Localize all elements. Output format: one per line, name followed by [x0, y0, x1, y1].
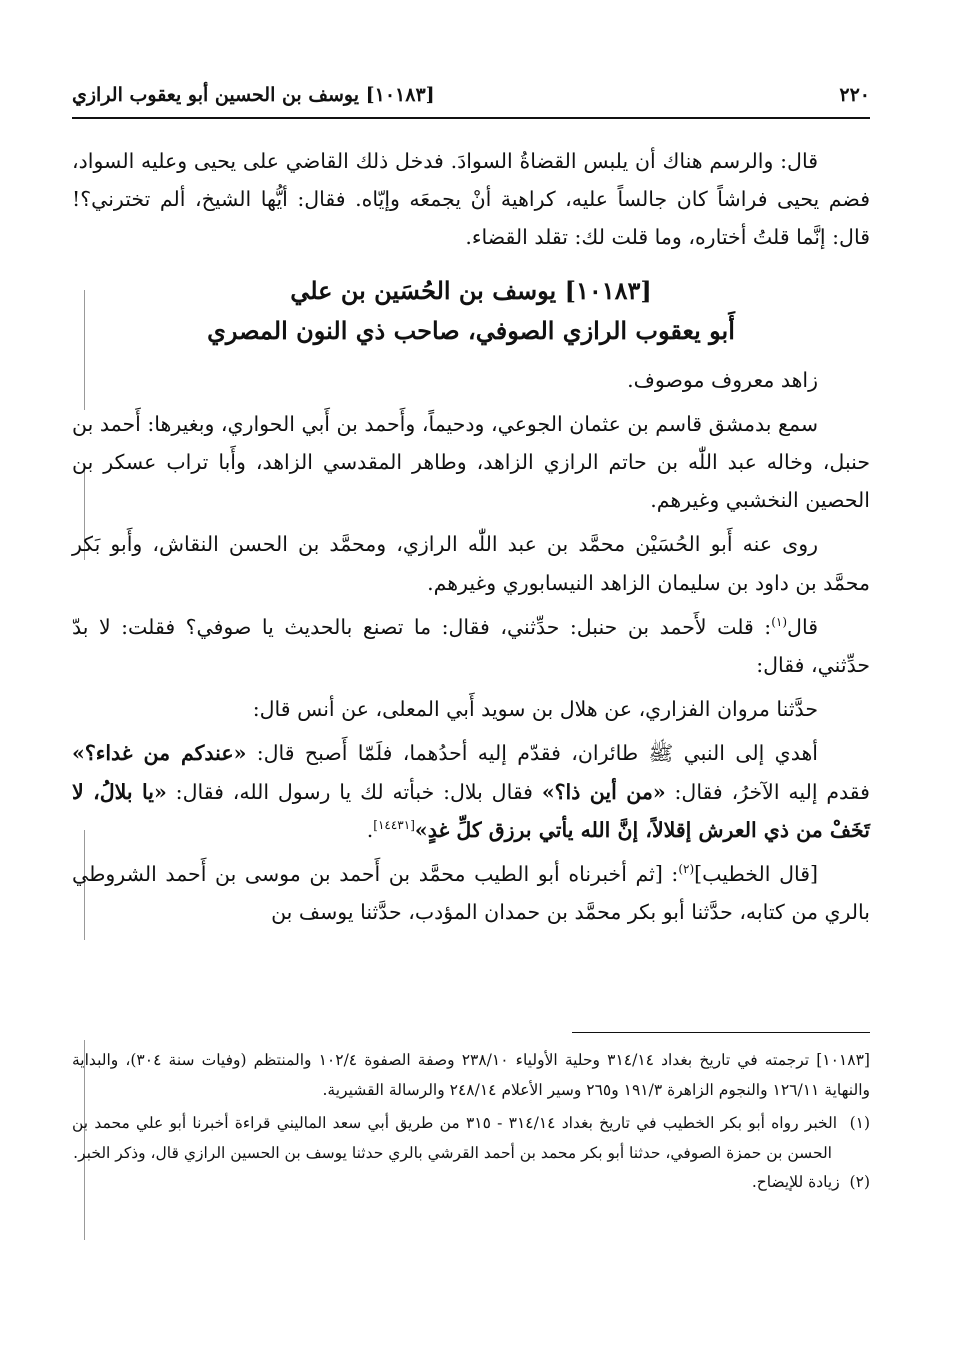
footnote-2-text: زيادة للإيضاح.: [751, 1173, 840, 1192]
hadith-quote-3: «يا بلالُ، لا تَخَفْ من ذي العرش إقلالاً، إنَّ الله يأتي برزق كلِّ غدٍ»: [72, 779, 870, 842]
footnote-1-text: الخبر رواه أبو بكر الخطيب في تاريخ بغداد ٣١٤/١٤ - ٣١٥ من طريق أبي سعد الماليني قراءة أخبرنا أبو علي محمد بن الحسن بن حمزة الصوفي، حدثنا أبو بكر محمد بن أحمد القرشي بالري حدثنا يوسف بن الحسين الرازي قال، وذكر الخبر.: [72, 1114, 838, 1162]
hadith-quote-1: «عندكم من غداء؟»: [72, 741, 247, 766]
paragraph-hadith: [72, 734, 870, 849]
hadith-text-1: أهدي إلى النبي ﷺ طائران، فقدّم إليه أحدُهما، فلَمّا أَصبح قال:: [246, 741, 818, 766]
narration-text: : قلت لأَحمد بن حنبل: حدِّثني، فقال: ما تصنع بالحديث يا صوفي؟ فقلت: لا بدّ حدِّثني، فقال:: [72, 614, 870, 678]
paragraph-teachers: سمع بدمشق قاسم بن عثمان الجوعي، ودحيماً، وأَحمد بن أَبي الحواري، وبغيرها: أَحمد بن حنبل، وخاله عبد اللّٰه بن حاتم الرازي الزاهد، وطاهر المقدسي الزاهد، وأَبا تراب عسكر بن الحصين النخشبي وغيرهم.: [72, 411, 870, 513]
footnote-divider: [572, 1032, 870, 1033]
paragraph-students: روى عنه أَبو الحُسَيْن محمَّد بن عبد اللّٰه الرازي، ومحمَّد بن الحسن النقاش، وأَبو بَكر محمَّد بن داود بن سليمان الزاهد النيسابوري وغيرهم.: [72, 532, 870, 595]
hadith-end: .: [366, 817, 374, 842]
paragraph-khatib: [72, 855, 870, 931]
paragraph-intro: قال: والرسم هناك أن يلبس القضاةُ السوادَ. فدخل ذلك القاضي على يحيى وعليه السواد، فضم يحيى فراشاً كان جالساً عليه، كراهية أنْ يجمعَه وإيّاه. فقال: أيُّها الشيخ، ألم تخترني؟! قال: إنَّما قلتُ أختاره، وما قلت لك: تقلد القضاء.: [72, 149, 870, 250]
footnotes: [72, 1046, 870, 1198]
footnote-ref-2: (٢): [678, 862, 695, 877]
hadith-text-3: فقال بلال: خبأته لك يا رسول الله، فقال:: [166, 779, 542, 804]
hadith-number: [١٤٤٣١]: [373, 818, 415, 833]
entry-title-name: [١٠١٨٣] يوسف بن الحُسَين بن علي: [290, 275, 652, 305]
paragraph-narration: [72, 608, 870, 684]
hadith-text-2: فقدم إليه الآخرُ، فقال:: [665, 779, 870, 804]
running-title: [١٠١٨٣] يوسف بن الحسين أبو يعقوب الرازي: [72, 84, 435, 106]
paragraph-zahid: زاهد معروف موصوف.: [627, 367, 818, 392]
paragraph-isnad: حدَّثنا مروان الفزاري، عن هلال بن سويد أَبي المعلى، عن أنس قال:: [252, 697, 818, 722]
page-header: [72, 78, 870, 112]
header-divider: [72, 117, 870, 119]
footnote-2: [72, 1168, 870, 1198]
khatib-label: [قال الخطيب]: [694, 862, 819, 887]
entry-title: [72, 271, 870, 351]
footnote-biography: [١٠١٨٣] ترجمته في تاريخ بغداد ٣١٤/١٤ وحلية الأولياء ٢٣٨/١٠ وصفة الصفوة ١٠٢/٤ والمنتظم (وفيات سنة ٣٠٤)، والبداية والنهاية ١٢٦/١١ والنجوم الزاهرة ١٩١/٣ و٢٦٥ وسير الأعلام ٢٤٨/١٤ والرسالة القشيرية.: [72, 1051, 870, 1099]
narration-qala: قال: [787, 614, 818, 639]
footnote-2-number: (٢): [849, 1173, 870, 1192]
footnote-ref-1: (١): [771, 615, 788, 629]
footnote-1-number: (١): [849, 1114, 871, 1133]
page-number: ٢٢٠: [839, 84, 870, 106]
footnote-1: [72, 1109, 870, 1168]
khatib-text: : [ثم أخبرناه أبو الطيب محمَّد بن أَحمد بن موسى بن أَحمد الشروطي بالري من كتابه، حدَّثنا أبو بكر محمَّد بن حمدان المؤدب، حدَّثنا يوسف بن: [72, 862, 870, 925]
hadith-quote-2: «من أين ذا؟»: [541, 779, 666, 804]
main-text: [72, 142, 870, 931]
entry-title-kunya: أَبو يعقوب الرازي الصوفي، صاحب ذي النون المصري: [207, 315, 735, 345]
